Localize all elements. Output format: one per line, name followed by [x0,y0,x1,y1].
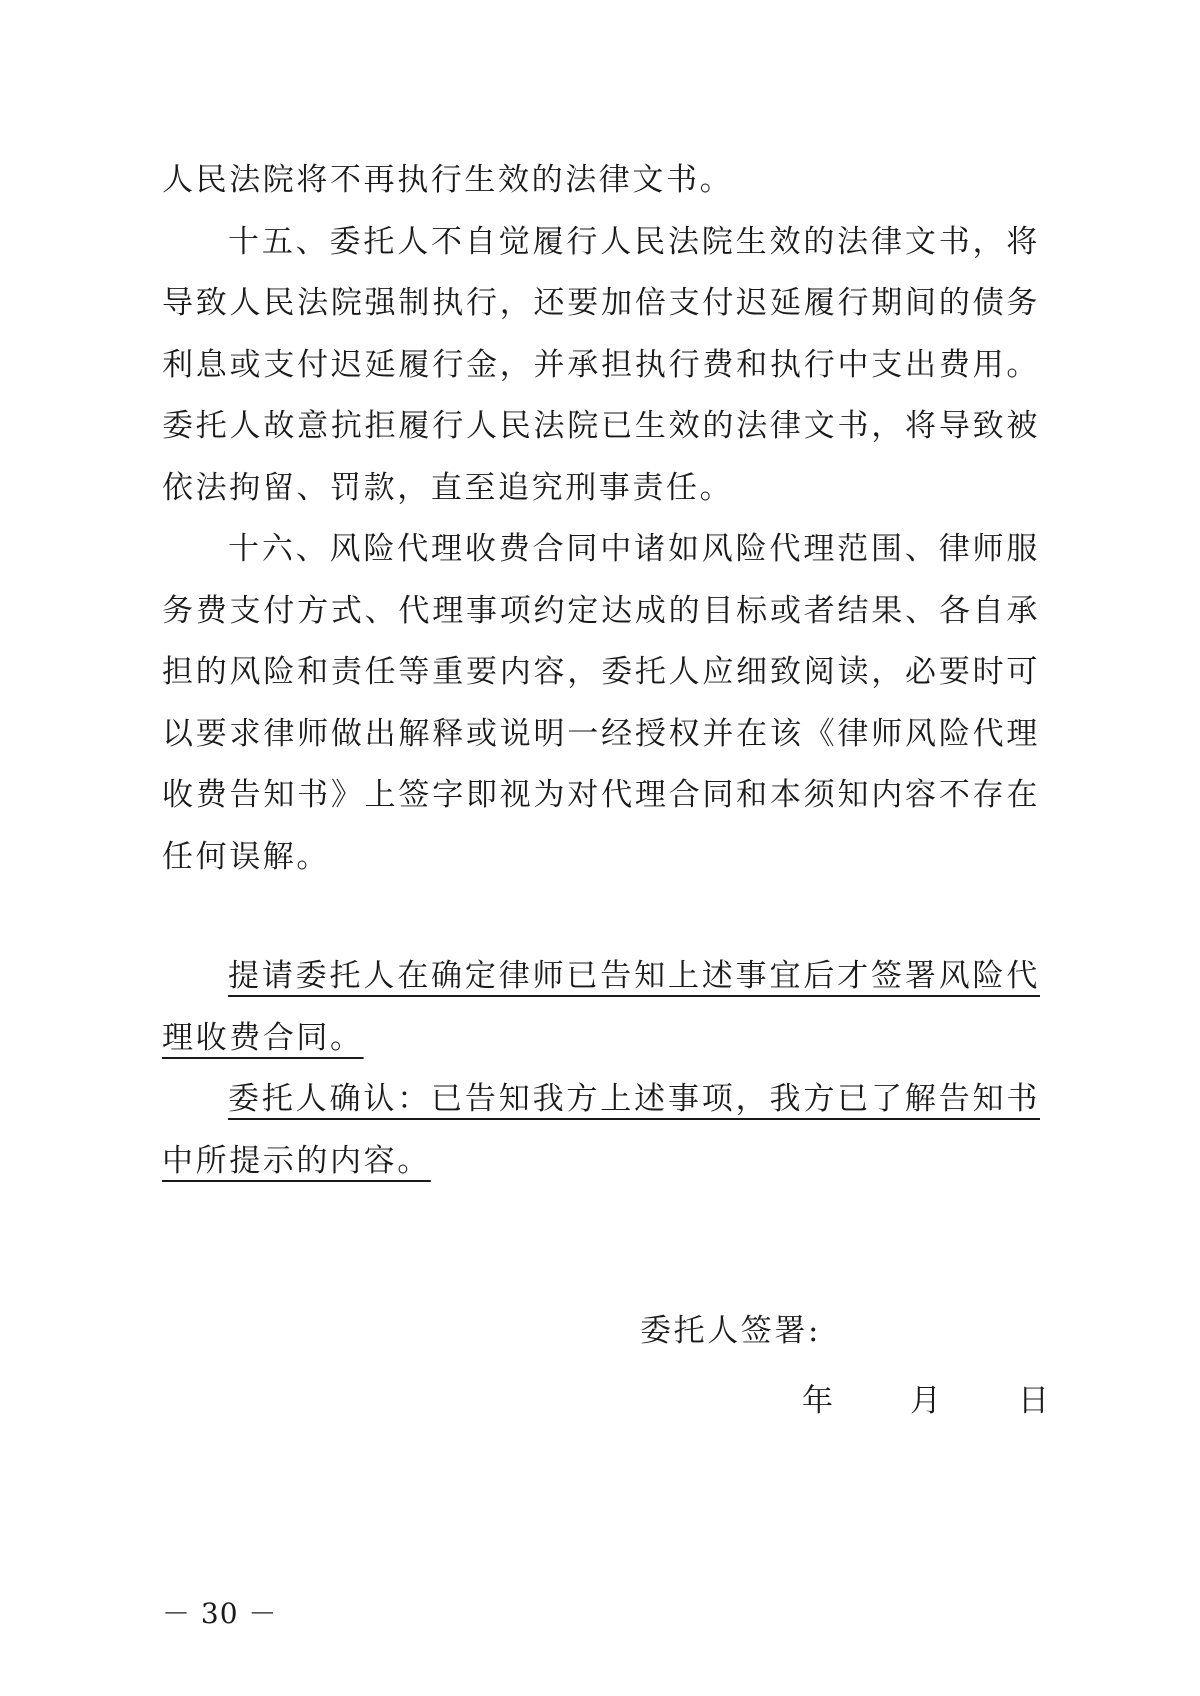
paragraph-spacer [162,888,1040,946]
signature-label: 委托人签署: [640,1313,822,1349]
date-year-label: 年 [802,1383,836,1419]
date-day-label: 日 [1018,1383,1052,1419]
signature-date [640,1375,1052,1419]
paragraph-item-15: 十五、委托人不自觉履行人民法院生效的法律文书，将导致人民法院强制执行，还要加倍支付迟延履行期间的债务利息或支付迟延履行金，并承担执行费和执行中支出费用。委托人故意抗拒履行人民法院已生效的法律文书，将导致被依法拘留、罚款，直至追究刑事责任。 [162,223,1040,506]
client-confirmation: 委托人确认：已告知我方上述事项，我方已了解告知书中所提示的内容。 [162,1081,1040,1179]
paragraph-item-16: 十六、风险代理收费合同中诸如风险代理范围、律师服务费支付方式、代理事项约定达成的目标或者结果、各自承担的风险和责任等重要内容，委托人应细致阅读，必要时可以要求律师做出解释或说明一经授权并在该《律师风险代理收费告知书》上签字即视为对代理合同和本须知内容不存在任何误解。 [162,531,1040,875]
paragraph-continuation: 人民法院将不再执行生效的法律文书。 [162,162,734,198]
date-month-label: 月 [910,1383,944,1419]
reminder-notice: 提请委托人在确定律师已告知上述事宜后才签署风险代理收费合同。 [162,958,1040,1056]
document-body [162,150,1040,1192]
page-number: － 30 － [162,1597,278,1630]
